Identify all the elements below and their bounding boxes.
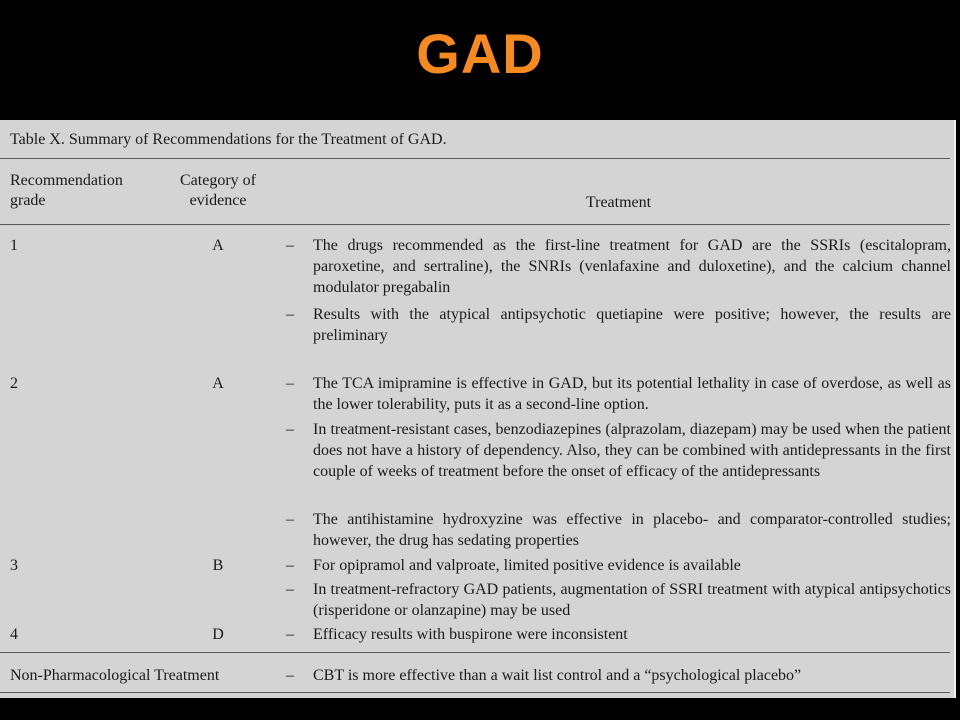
- header-recommendation-grade: Recommendation grade: [10, 172, 123, 209]
- row-2-item-1: [286, 373, 951, 415]
- table-rule-header: [0, 224, 950, 225]
- recommendations-table: [0, 120, 956, 698]
- dash-bullet: –: [286, 421, 294, 438]
- slide-title: GAD: [416, 22, 544, 85]
- row-4-category: D: [212, 626, 224, 643]
- treatment-text: The antihistamine hydroxyzine was effective in placebo- and comparator-controlled studies; however, the drug has sedating properties: [313, 511, 951, 549]
- table-rule-bottom: [0, 692, 950, 693]
- row-3-item-1: [286, 555, 951, 576]
- treatment-text: The drugs recommended as the first-line treatment for GAD are the SSRIs (escitalopram, paroxetine, and sertraline), the SNRIs (venlafaxine and duloxetine), and the calcium channel modulator pregabalin: [313, 237, 951, 296]
- footer-row-label: Non-Pharmacological Treatment: [10, 667, 220, 684]
- treatment-text: The TCA imipramine is effective in GAD, but its potential lethality in case of overdose, as well as the lower tolerability, puts it as a second-line option.: [313, 375, 951, 413]
- row-4-grade: 4: [10, 626, 18, 643]
- row-1-item-1: [286, 235, 951, 298]
- treatment-text: CBT is more effective than a wait list control and a “psychological placebo”: [313, 667, 802, 684]
- dash-bullet: –: [286, 511, 294, 528]
- row-1-category: A: [212, 237, 224, 254]
- table-rule-footer: [0, 652, 950, 653]
- dash-bullet: –: [286, 306, 294, 323]
- dash-bullet: –: [286, 375, 294, 392]
- row-2-item-2: [286, 419, 951, 482]
- row-4-item-1: [286, 624, 951, 645]
- row-2-item-3: [286, 509, 951, 551]
- row-3-category: B: [212, 557, 224, 574]
- row-3-item-2: [286, 579, 951, 621]
- dash-bullet: –: [286, 557, 294, 574]
- header-treatment: Treatment: [585, 194, 652, 211]
- treatment-text: Results with the atypical antipsychotic quetiapine were positive; however, the results are preliminary: [313, 306, 951, 344]
- dash-bullet: –: [286, 667, 294, 684]
- header-category-of-evidence: Category of evidence: [180, 172, 256, 209]
- dash-bullet: –: [286, 626, 294, 643]
- row-1-grade: 1: [10, 237, 18, 254]
- dash-bullet: –: [286, 237, 294, 254]
- treatment-text: Efficacy results with buspirone were inconsistent: [313, 626, 628, 643]
- treatment-text: For opipramol and valproate, limited positive evidence is available: [313, 557, 741, 574]
- row-2-category: A: [212, 375, 224, 392]
- row-1-item-2: [286, 304, 951, 346]
- dash-bullet: –: [286, 581, 294, 598]
- row-2-grade: 2: [10, 375, 18, 392]
- treatment-text: In treatment-resistant cases, benzodiazepines (alprazolam, diazepam) may be used when the patient does not have a history of dependency. Also, they can be combined with antidepressants in the first couple of weeks of treatment before the onset of efficacy of the antidepressants: [313, 421, 951, 480]
- footer-row-item: [286, 665, 951, 686]
- table-caption: Table X. Summary of Recommendations for the Treatment of GAD.: [10, 131, 447, 148]
- row-3-grade: 3: [10, 557, 18, 574]
- treatment-text: In treatment-refractory GAD patients, augmentation of SSRI treatment with atypical antipsychotics (risperidone or olanzapine) may be used: [313, 581, 951, 619]
- table-rule-top: [0, 158, 950, 159]
